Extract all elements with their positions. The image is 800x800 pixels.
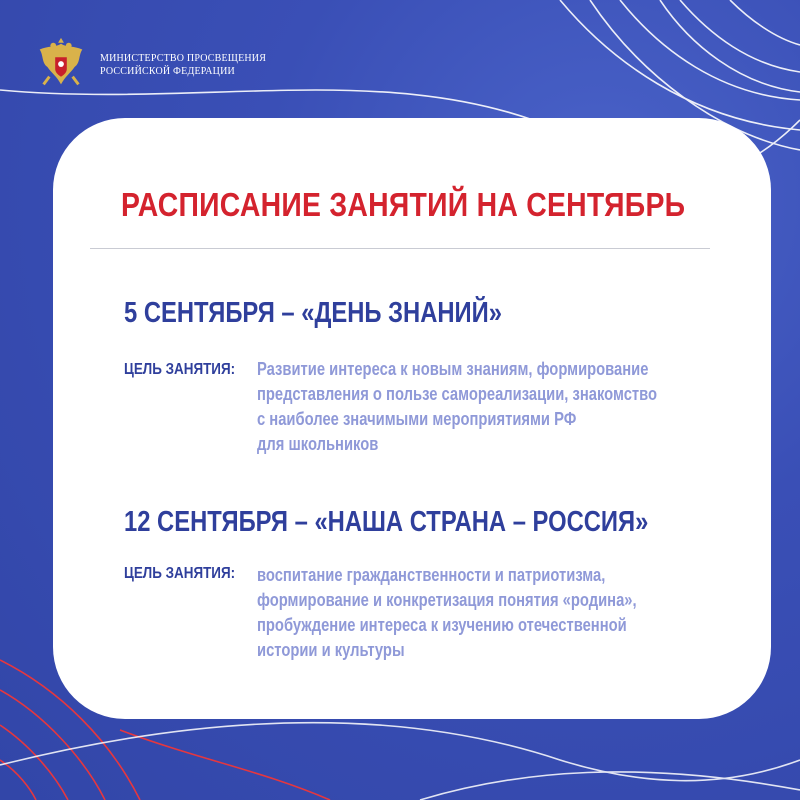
page-title: РАСПИСАНИЕ ЗАНЯТИЙ НА СЕНТЯБРЬ: [121, 186, 686, 223]
coat-of-arms-icon: [30, 34, 92, 96]
event-1-goal-line: Развитие интереса к новым знаниям, формирование: [257, 359, 649, 379]
event-1-goal-line: с наиболее значимыми мероприятиями РФ: [257, 409, 577, 429]
event-1-goal-line: представления о пользе самореализации, знакомство: [257, 384, 658, 404]
event-2-goal-text: [257, 563, 637, 663]
event-2-goal-line: пробуждение интереса к изучению отечественной: [257, 615, 627, 635]
event-2-goal-label: ЦЕЛЬ ЗАНЯТИЯ:: [124, 565, 236, 582]
event-2-goal-line: формирование и конкретизация понятия «родина»,: [257, 590, 637, 610]
ministry-name-line2: РОССИЙСКОЙ ФЕДЕРАЦИИ: [100, 66, 235, 77]
event-1-goal-text: [257, 357, 657, 457]
event-1-title: 5 СЕНТЯБРЯ – «ДЕНЬ ЗНАНИЙ»: [124, 297, 502, 329]
ministry-name-line1: МИНИСТЕРСТВО ПРОСВЕЩЕНИЯ: [100, 53, 267, 64]
event-2-goal-line: истории и культуры: [257, 640, 405, 660]
title-divider: [90, 248, 710, 249]
event-2-title: 12 СЕНТЯБРЯ – «НАША СТРАНА – РОССИЯ»: [124, 506, 649, 538]
event-1-goal-line: для школьников: [257, 434, 379, 454]
event-2-goal-line: воспитание гражданственности и патриотизма,: [257, 565, 606, 585]
event-1-goal-label: ЦЕЛЬ ЗАНЯТИЯ:: [124, 361, 236, 378]
ministry-header: [30, 34, 266, 96]
